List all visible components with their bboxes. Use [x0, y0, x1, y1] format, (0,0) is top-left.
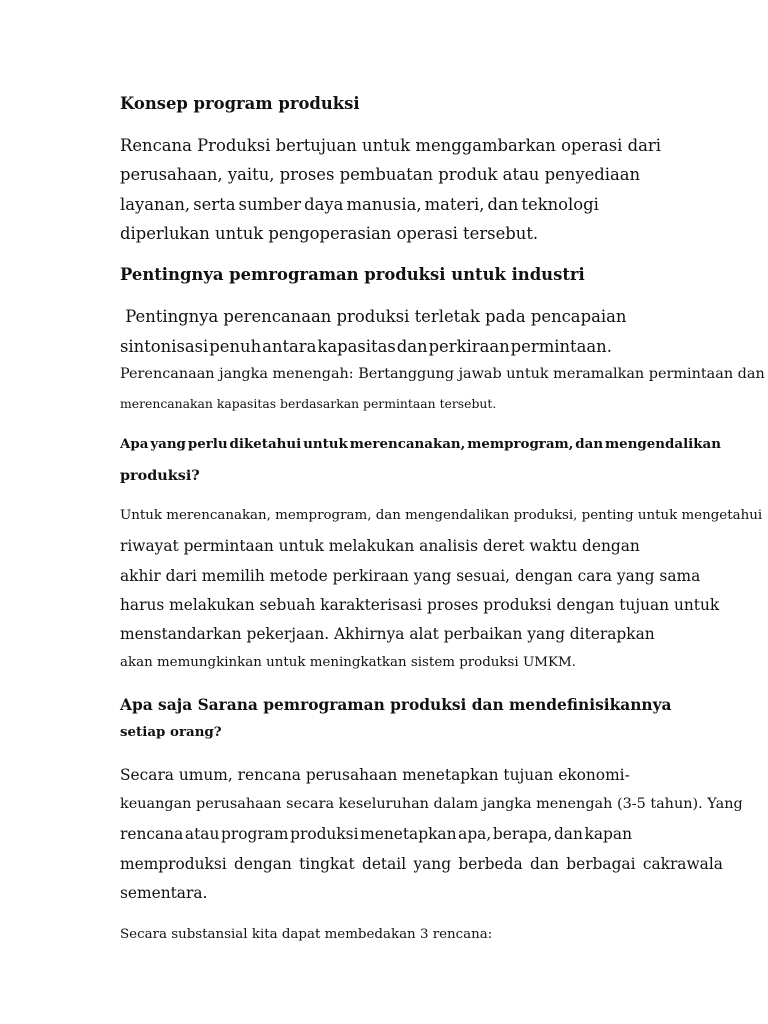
- paragraph-line-justified: [120, 195, 599, 214]
- word: menetapkan: [360, 825, 457, 843]
- word: atau: [184, 825, 220, 843]
- word: tingkat: [299, 855, 355, 873]
- word: permintaan.: [510, 337, 612, 356]
- word: detail: [361, 855, 407, 873]
- paragraph-line: Secara substansial kita dapat membedakan 3 rencana:: [120, 927, 493, 942]
- word: yang: [150, 436, 186, 452]
- word: cakrawala: [642, 855, 723, 873]
- paragraph-line: keuangan perusahaan secara keseluruhan dalam jangka menengah (3-5 tahun). Yang: [120, 796, 743, 812]
- word: kapan: [584, 825, 632, 843]
- word: dan: [529, 855, 559, 873]
- word: penuh: [209, 337, 262, 356]
- word: dan: [396, 337, 428, 356]
- word: berbagai: [566, 855, 636, 873]
- word: berbeda: [458, 855, 523, 873]
- word: Apa: [120, 436, 149, 452]
- section-heading-konsep: Konsep program produksi: [120, 94, 360, 113]
- word: rencana: [120, 825, 184, 843]
- word: dan: [553, 825, 583, 843]
- word: manusia,: [346, 195, 422, 214]
- word: kapasitas: [317, 337, 396, 356]
- word: serta: [193, 195, 236, 214]
- section-heading-sarana-line2: setiap orang?: [120, 724, 222, 740]
- paragraph-line: Secara umum, rencana perusahaan menetapkan tujuan ekonomi-: [120, 766, 630, 784]
- paragraph-line: diperlukan untuk pengoperasian operasi tersebut.: [120, 224, 539, 243]
- paragraph-line: merencanakan kapasitas berdasarkan permintaan tersebut.: [120, 396, 497, 411]
- word: berapa,: [492, 825, 553, 843]
- word: sumber: [238, 195, 302, 214]
- word: apa,: [458, 825, 492, 843]
- paragraph-line: sementara.: [120, 884, 208, 902]
- paragraph-line: akan memungkinkan untuk meningkatkan sistem produksi UMKM.: [120, 655, 576, 670]
- paragraph-line: riwayat permintaan untuk melakukan analisis deret waktu dengan: [120, 537, 640, 555]
- word: teknologi: [521, 195, 599, 214]
- paragraph-line-justified: [120, 825, 632, 843]
- paragraph-line: harus melakukan sebuah karakterisasi proses produksi dengan tujuan untuk: [120, 596, 720, 614]
- word: untuk: [303, 436, 348, 452]
- section-heading-apa-yang-perlu: [120, 436, 721, 452]
- section-heading-apa-yang-perlu-line2: produksi?: [120, 467, 200, 484]
- word: sintonisasi: [120, 337, 209, 356]
- word: program: [221, 825, 289, 843]
- word: dengan: [233, 855, 292, 873]
- word: dan: [575, 436, 604, 452]
- paragraph-line: Rencana Produksi bertujuan untuk menggambarkan operasi dari: [120, 136, 661, 155]
- paragraph-line: Pentingnya perencanaan produksi terletak pada pencapaian: [120, 307, 627, 326]
- paragraph-line: Untuk merencanakan, memprogram, dan mengendalikan produksi, penting untuk mengetahui: [120, 508, 763, 523]
- word: produksi: [290, 825, 359, 843]
- word: diketahui: [229, 436, 302, 452]
- paragraph-line: menstandarkan pekerjaan. Akhirnya alat perbaikan yang diterapkan: [120, 625, 655, 643]
- word: layanan,: [120, 195, 191, 214]
- word: dan: [487, 195, 519, 214]
- word: memproduksi: [120, 855, 227, 873]
- word: yang: [413, 855, 452, 873]
- word: antara: [262, 337, 317, 356]
- word: memprogram,: [467, 436, 574, 452]
- paragraph-line-justified: [120, 855, 723, 873]
- paragraph-line: akhir dari memilih metode perkiraan yang sesuai, dengan cara yang sama: [120, 567, 701, 585]
- word: daya: [304, 195, 344, 214]
- paragraph-line-justified: [120, 337, 612, 356]
- section-heading-sarana: Apa saja Sarana pemrograman produksi dan mendefinisikannya: [120, 696, 672, 714]
- word: materi,: [424, 195, 485, 214]
- paragraph-line: Perencanaan jangka menengah: Bertanggung jawab untuk meramalkan permintaan dan: [120, 366, 765, 382]
- word: perlu: [187, 436, 228, 452]
- section-heading-pentingnya: Pentingnya pemrograman produksi untuk industri: [120, 265, 585, 284]
- paragraph-line: perusahaan, yaitu, proses pembuatan produk atau penyediaan: [120, 165, 641, 184]
- word: perkiraan: [428, 337, 510, 356]
- word: merencanakan,: [349, 436, 466, 452]
- word: mengendalikan: [605, 436, 721, 452]
